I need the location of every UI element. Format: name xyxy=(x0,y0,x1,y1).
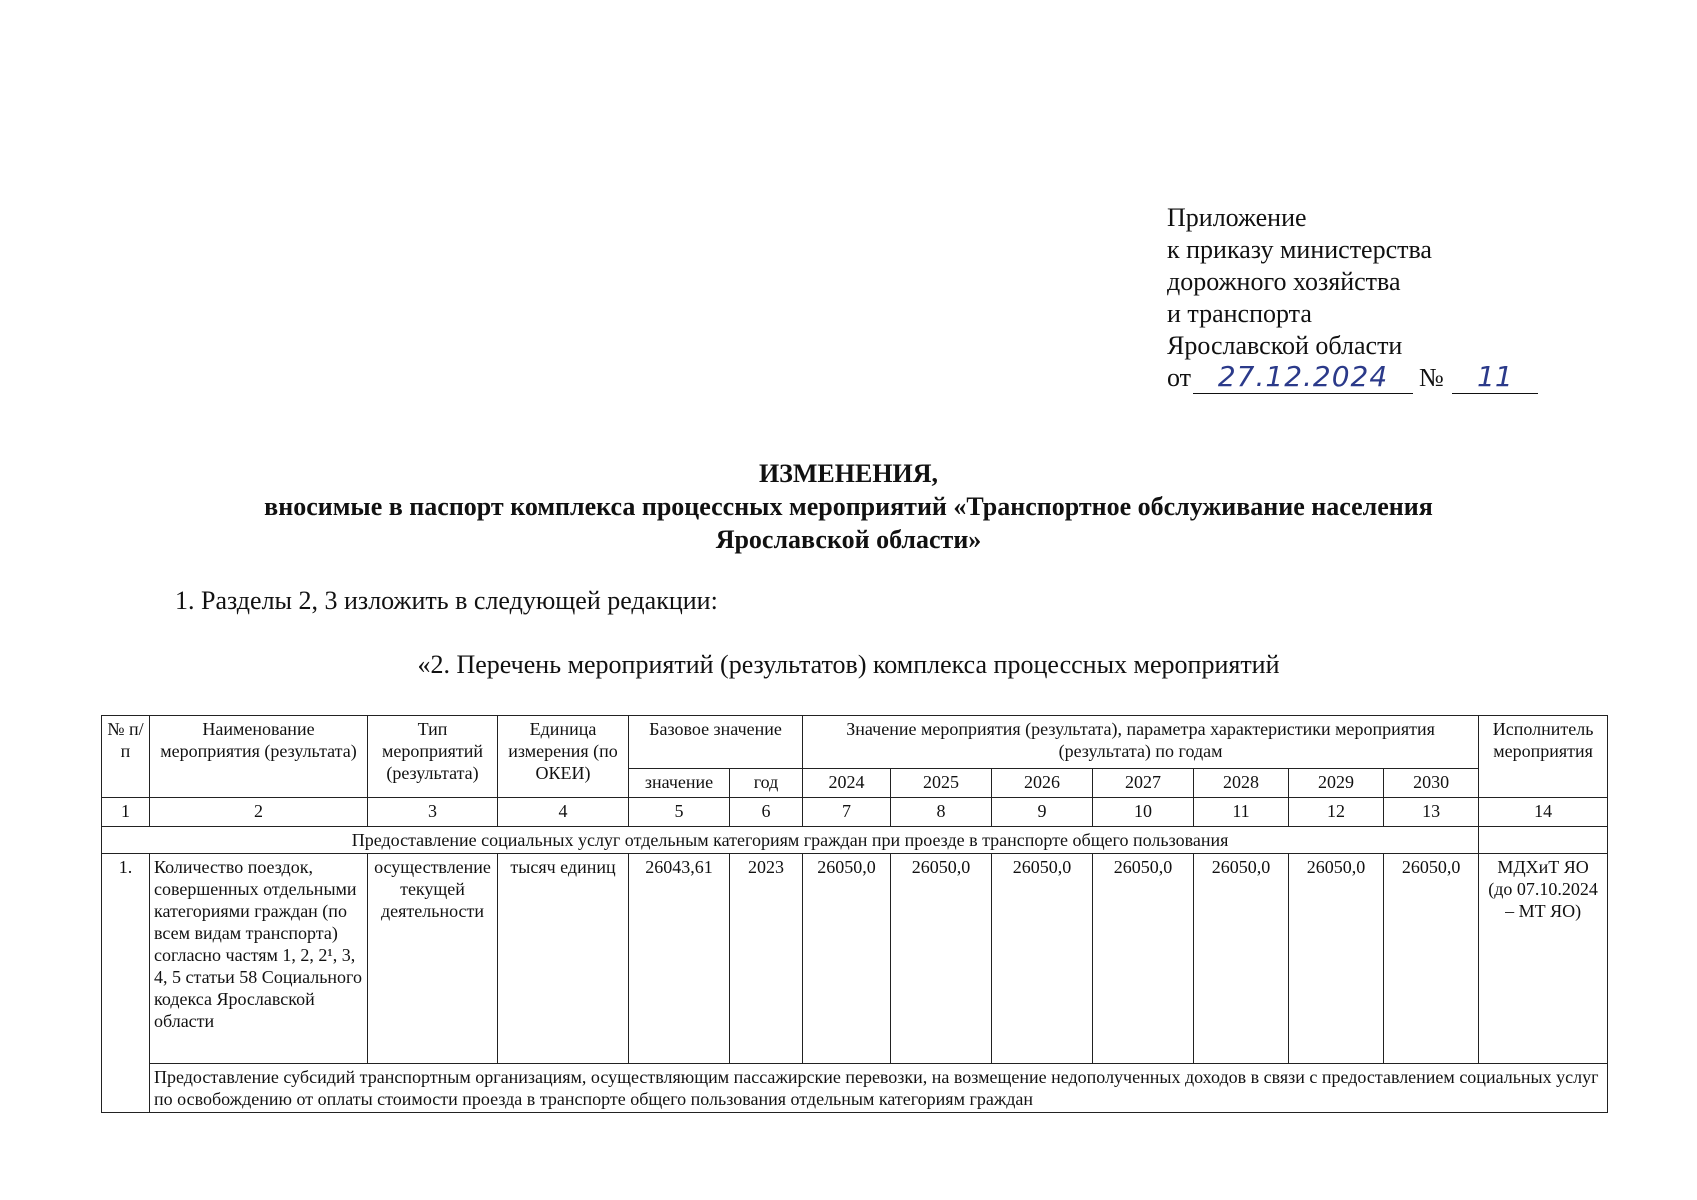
appendix-line: к приказу министерства xyxy=(1167,235,1432,264)
activities-table xyxy=(101,715,1608,1113)
column-number: 7 xyxy=(803,798,891,827)
group-title: Предоставление социальных услуг отдельным категориям граждан при проезде в транспорте общего пользования xyxy=(102,827,1479,854)
handwritten-date: 27.12.2024 xyxy=(1193,363,1413,394)
title-line-1: ИЗМЕНЕНИЯ, xyxy=(758,459,939,488)
row-num: 1. xyxy=(102,854,150,1113)
row-value: 26050,0 xyxy=(1093,854,1194,1064)
row-value: 26050,0 xyxy=(1194,854,1289,1064)
appendix-block xyxy=(1167,202,1538,394)
number-sign: № xyxy=(1419,363,1444,392)
header-year: 2024 xyxy=(803,769,891,798)
column-number: 2 xyxy=(150,798,368,827)
row-base-year: 2023 xyxy=(730,854,803,1064)
appendix-line: Приложение xyxy=(1167,203,1307,232)
header-base-value: значение xyxy=(629,769,730,798)
note-row xyxy=(102,1064,1608,1113)
handwritten-number: 11 xyxy=(1452,363,1538,394)
row-value: 26050,0 xyxy=(1289,854,1384,1064)
header-num: № п/п xyxy=(102,716,150,798)
document-title xyxy=(0,457,1697,556)
header-values: Значение мероприятия (результата), параметра характеристики мероприятия (результата) по годам xyxy=(803,716,1479,769)
column-number: 3 xyxy=(368,798,498,827)
row-value: 26050,0 xyxy=(1384,854,1479,1064)
row-note: Предоставление субсидий транспортным организациям, осуществляющим пассажирские перевозки, на возмещение недополученных доходов в связи с предоставлением социальных услуг по освобождению от оплаты стоимости проезда в транспорте общего пользования отдельным категориям граждан xyxy=(150,1064,1608,1113)
column-number: 8 xyxy=(891,798,992,827)
column-number: 5 xyxy=(629,798,730,827)
column-number: 6 xyxy=(730,798,803,827)
appendix-line: и транспорта xyxy=(1167,299,1312,328)
header-year: 2027 xyxy=(1093,769,1194,798)
appendix-line: дорожного хозяйства xyxy=(1167,267,1401,296)
appendix-line: Ярославской области xyxy=(1167,331,1403,360)
column-number: 4 xyxy=(498,798,629,827)
column-number-row xyxy=(102,798,1608,827)
row-unit: тысяч единиц xyxy=(498,854,629,1064)
header-type: Тип мероприятий (результата) xyxy=(368,716,498,798)
header-year: 2025 xyxy=(891,769,992,798)
column-number: 12 xyxy=(1289,798,1384,827)
section-title: «2. Перечень мероприятий (результатов) комплекса процессных мероприятий xyxy=(417,650,1280,679)
header-base-year: год xyxy=(730,769,803,798)
row-name: Количество поездок, совершенных отдельными категориями граждан (по всем видам транспорта) согласно частям 1, 2, 2¹, 3, 4, 5 статьи 58 Социального кодекса Ярославской области xyxy=(150,854,368,1064)
column-number: 9 xyxy=(992,798,1093,827)
header-name: Наименование мероприятия (результата) xyxy=(150,716,368,798)
column-number: 1 xyxy=(102,798,150,827)
date-prefix: от xyxy=(1167,363,1192,392)
row-value: 26050,0 xyxy=(803,854,891,1064)
table-row xyxy=(102,854,1608,1064)
header-year: 2028 xyxy=(1194,769,1289,798)
header-base: Базовое значение xyxy=(629,716,803,769)
row-base-value: 26043,61 xyxy=(629,854,730,1064)
row-value: 26050,0 xyxy=(891,854,992,1064)
column-number: 11 xyxy=(1194,798,1289,827)
column-number: 10 xyxy=(1093,798,1194,827)
date-number-line xyxy=(1167,362,1538,394)
row-value: 26050,0 xyxy=(992,854,1093,1064)
group-title-row xyxy=(102,827,1608,854)
item-1-text: 1. Разделы 2, 3 изложить в следующей редакции: xyxy=(175,586,718,615)
row-executor: МДХиТ ЯО (до 07.10.2024 – МТ ЯО) xyxy=(1479,854,1608,1064)
title-line-2: вносимые в паспорт комплекса процессных мероприятий «Транспортное обслуживание населения xyxy=(264,492,1433,521)
header-year: 2026 xyxy=(992,769,1093,798)
header-executor: Исполнитель мероприятия xyxy=(1479,716,1608,798)
row-type: осуществление текущей деятельности xyxy=(368,854,498,1064)
title-line-3: Ярославской области» xyxy=(715,525,982,554)
header-row xyxy=(102,716,1608,769)
header-year: 2029 xyxy=(1289,769,1384,798)
column-number: 14 xyxy=(1479,798,1608,827)
header-year: 2030 xyxy=(1384,769,1479,798)
group-title-empty-cell xyxy=(1479,827,1608,854)
header-unit: Единица измерения (по ОКЕИ) xyxy=(498,716,629,798)
column-number: 13 xyxy=(1384,798,1479,827)
